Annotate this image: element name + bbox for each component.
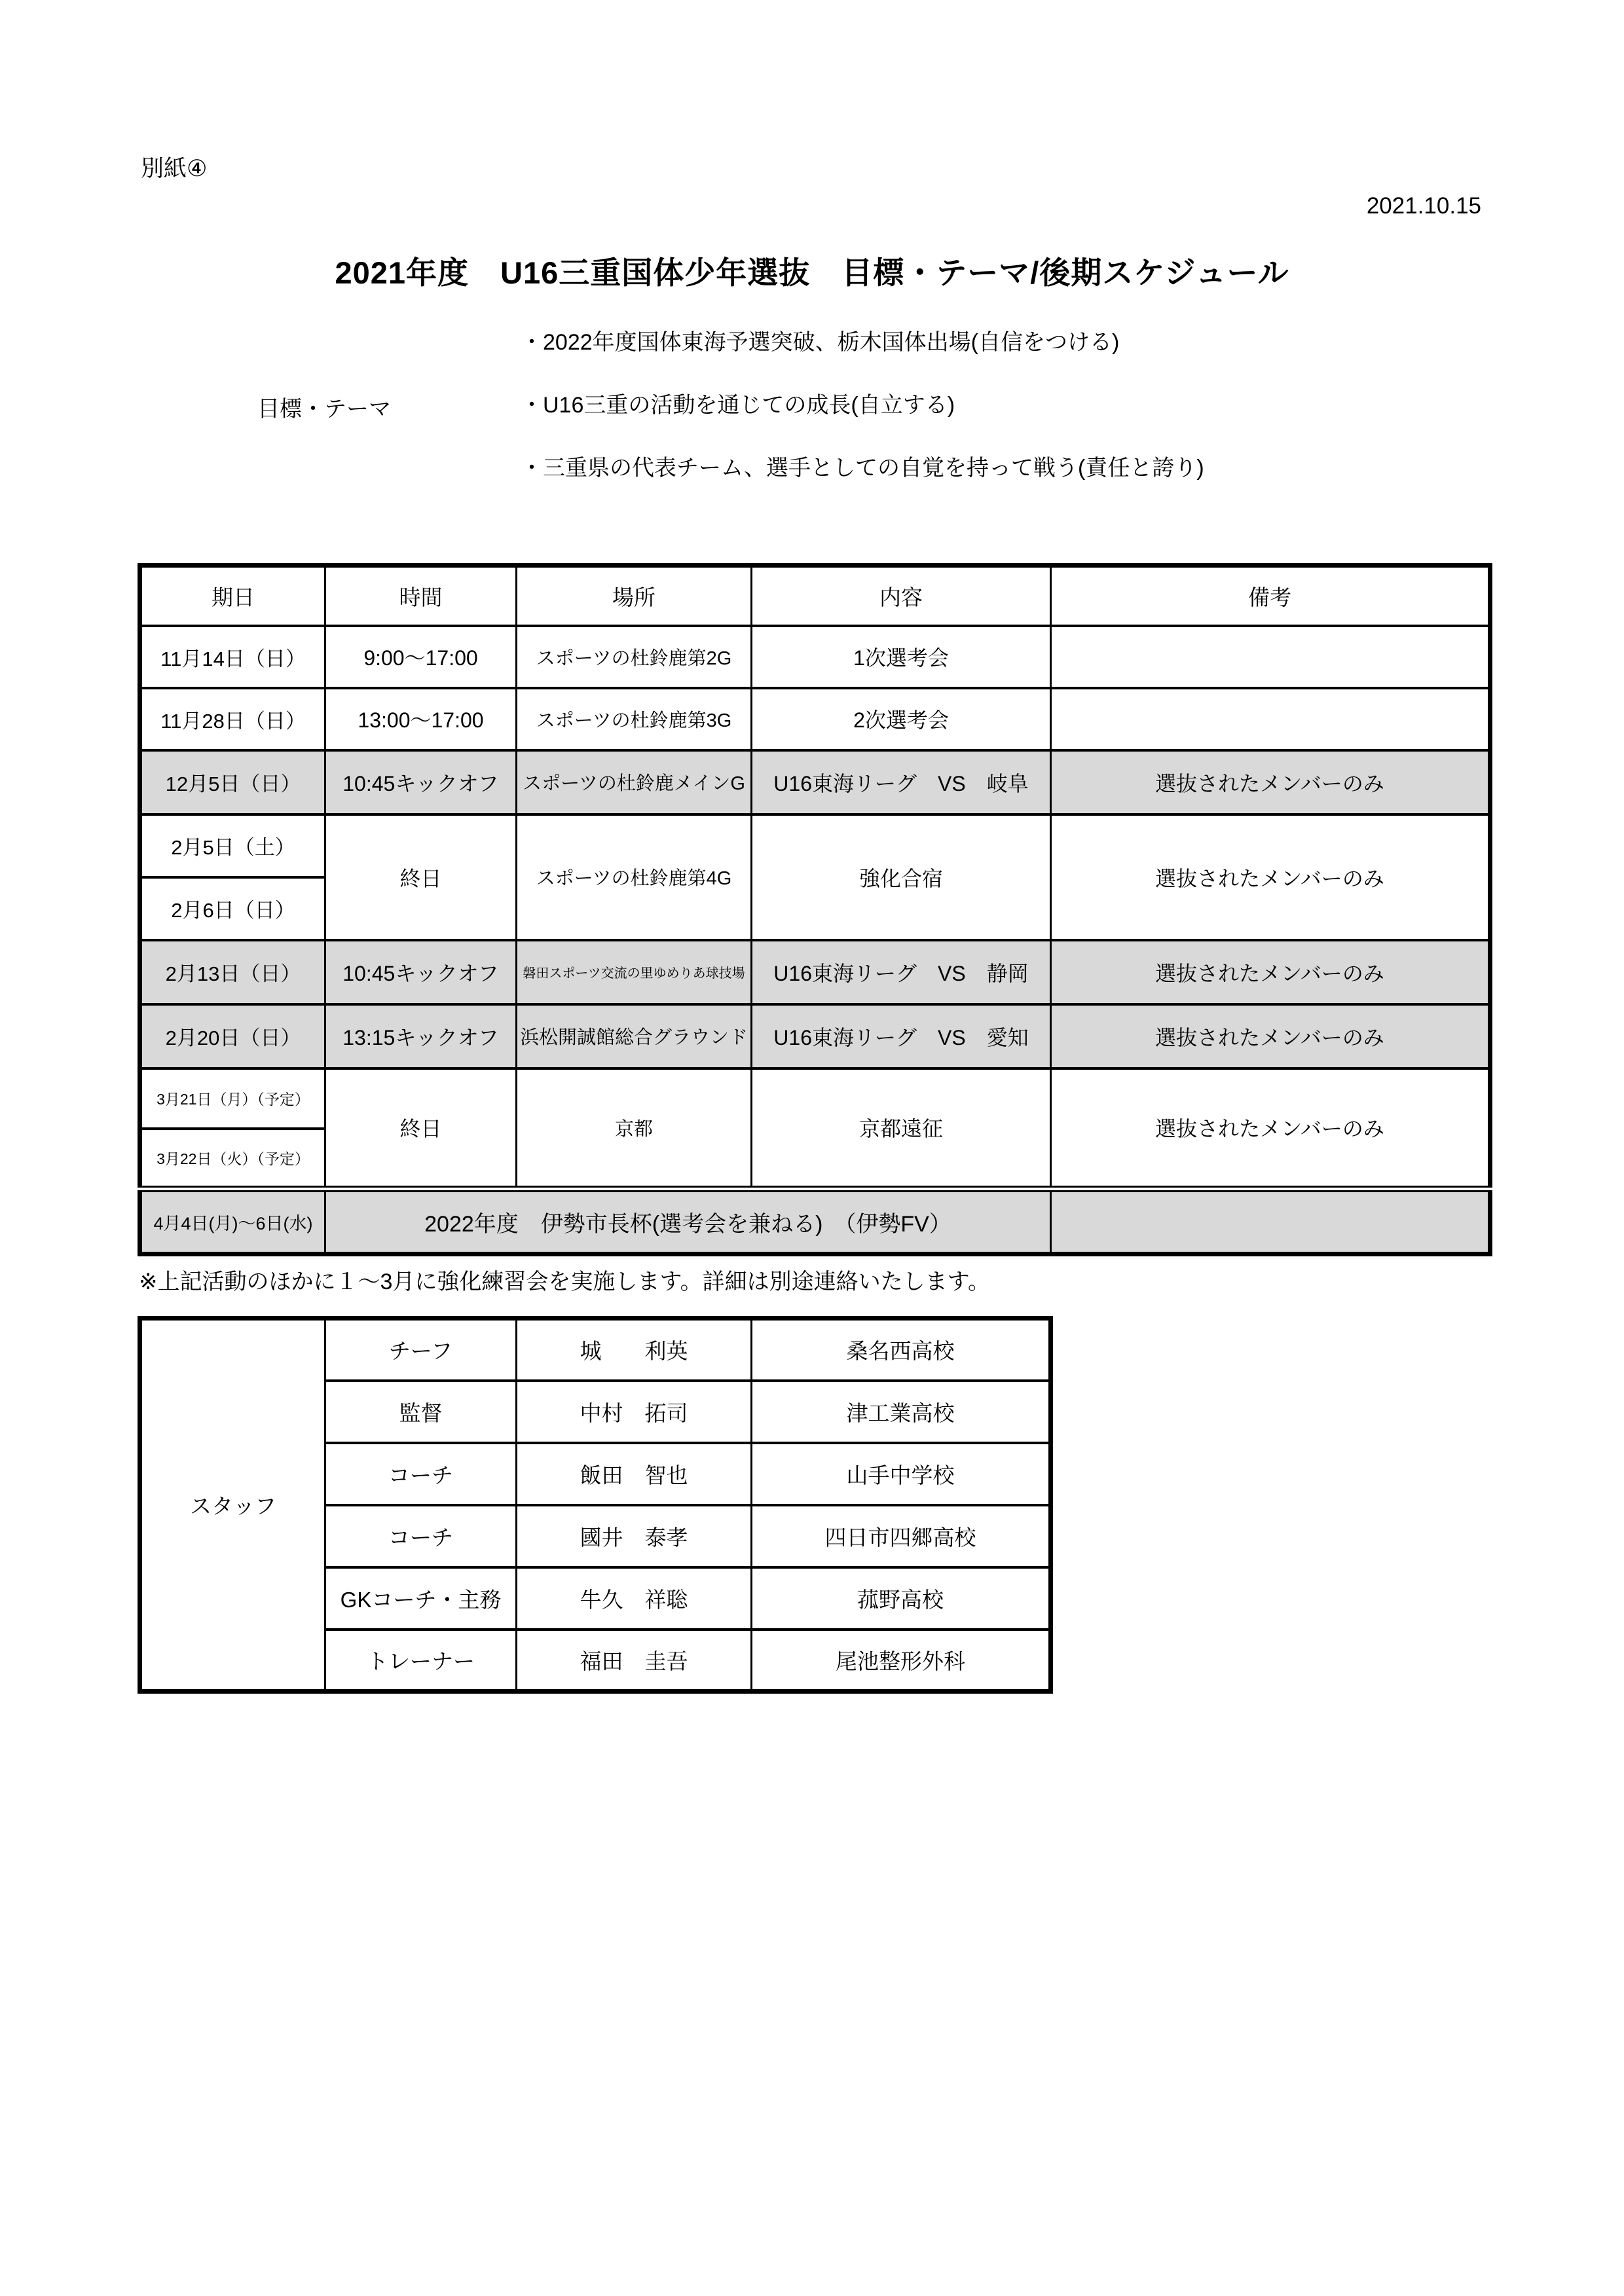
schedule-row-league-gifu [140, 750, 1490, 814]
header-content: 内容 [752, 566, 1051, 626]
date-cell: 11月14日（日） [140, 626, 325, 688]
name-cell: 牛久 祥聡 [517, 1567, 752, 1630]
schedule-table [138, 563, 1492, 1256]
time-cell: 終日 [325, 814, 517, 940]
content-cell: U16東海リーグ VS 静岡 [752, 940, 1051, 1004]
note-cell [1051, 688, 1490, 750]
time-cell: 終日 [325, 1068, 517, 1189]
school-cell: 山手中学校 [752, 1443, 1051, 1505]
note-cell: 選抜されたメンバーのみ [1051, 814, 1490, 940]
note-cell: 選抜されたメンバーのみ [1051, 940, 1490, 1004]
time-cell: 13:00～17:00 [325, 688, 517, 750]
attachment-label: 別紙④ [141, 156, 208, 181]
date-cell: 2月6日（日） [140, 877, 325, 940]
schedule-row-kyoto-day1 [140, 1068, 1490, 1129]
goal-item: ・2022年度国体東海予選突破、栃木国体出場(自信をつける) [521, 330, 1120, 355]
staff-row-chief [140, 1319, 1051, 1381]
date-cell: 11月28日（日） [140, 688, 325, 750]
event-cell: 2022年度 伊勢市長杯(選考会を兼ねる) （伊勢FV） [325, 1189, 1051, 1254]
document-title: 2021年度 U16三重国体少年選抜 目標・テーマ/後期スケジュール [335, 255, 1289, 290]
schedule-row-selection1 [140, 626, 1490, 688]
school-cell: 四日市四郷高校 [752, 1505, 1051, 1567]
role-cell: チーフ [325, 1319, 517, 1381]
note-cell [1051, 626, 1490, 688]
school-cell: 津工業高校 [752, 1381, 1051, 1443]
header-date: 期日 [140, 566, 325, 626]
place-cell: 磐田スポーツ交流の里ゆめりあ球技場 [517, 940, 752, 1004]
content-cell: U16東海リーグ VS 愛知 [752, 1004, 1051, 1068]
name-cell: 國井 泰孝 [517, 1505, 752, 1567]
goals-theme-label: 目標・テーマ [257, 397, 391, 422]
date-cell: 4月4日(月)～6日(水) [140, 1189, 325, 1254]
date-cell: 3月21日（月）（予定） [140, 1068, 325, 1129]
school-cell: 桑名西高校 [752, 1319, 1051, 1381]
time-cell: 10:45キックオフ [325, 750, 517, 814]
time-cell: 9:00～17:00 [325, 626, 517, 688]
staff-label-cell: スタッフ [140, 1319, 325, 1692]
schedule-header-row [140, 566, 1490, 626]
name-cell: 中村 拓司 [517, 1381, 752, 1443]
header-time: 時間 [325, 566, 517, 626]
schedule-row-league-shizuoka [140, 940, 1490, 1004]
goals-list [521, 327, 1204, 516]
name-cell: 城 利英 [517, 1319, 752, 1381]
date-cell: 3月22日（火）（予定） [140, 1129, 325, 1189]
school-cell: 尾池整形外科 [752, 1630, 1051, 1692]
name-cell: 福田 圭吾 [517, 1630, 752, 1692]
schedule-row-ise-cup [140, 1189, 1490, 1254]
footnote: ※上記活動のほかに１～3月に強化練習会を実施します。詳細は別途連絡いたします。 [139, 1269, 990, 1294]
note-cell: 選抜されたメンバーのみ [1051, 750, 1490, 814]
role-cell: コーチ [325, 1505, 517, 1567]
schedule-row-selection2 [140, 688, 1490, 750]
header-place: 場所 [517, 566, 752, 626]
place-cell: 京都 [517, 1068, 752, 1189]
place-cell: スポーツの杜鈴鹿メインG [517, 750, 752, 814]
content-cell: 京都遠征 [752, 1068, 1051, 1189]
school-cell: 菰野高校 [752, 1567, 1051, 1630]
place-cell: スポーツの杜鈴鹿第4G [517, 814, 752, 940]
note-cell: 選抜されたメンバーのみ [1051, 1068, 1490, 1189]
role-cell: 監督 [325, 1381, 517, 1443]
role-cell: コーチ [325, 1443, 517, 1505]
document-date: 2021.10.15 [1366, 193, 1481, 219]
time-cell: 10:45キックオフ [325, 940, 517, 1004]
name-cell: 飯田 智也 [517, 1443, 752, 1505]
content-cell: U16東海リーグ VS 岐阜 [752, 750, 1051, 814]
goal-item: ・U16三重の活動を通じての成長(自立する) [521, 393, 955, 418]
time-cell: 13:15キックオフ [325, 1004, 517, 1068]
schedule-row-camp-day1 [140, 814, 1490, 877]
date-cell: 2月13日（日） [140, 940, 325, 1004]
note-cell: 選抜されたメンバーのみ [1051, 1004, 1490, 1068]
goal-item: ・三重県の代表チーム、選手としての自覚を持って戦う(責任と誇り) [521, 456, 1204, 481]
place-cell: 浜松開誠館総合グラウンド [517, 1004, 752, 1068]
date-cell: 2月5日（土） [140, 814, 325, 877]
note-cell [1051, 1189, 1490, 1254]
staff-table [138, 1316, 1053, 1694]
place-cell: スポーツの杜鈴鹿第2G [517, 626, 752, 688]
content-cell: 1次選考会 [752, 626, 1051, 688]
role-cell: GKコーチ・主務 [325, 1567, 517, 1630]
content-cell: 2次選考会 [752, 688, 1051, 750]
header-note: 備考 [1051, 566, 1490, 626]
date-cell: 2月20日（日） [140, 1004, 325, 1068]
role-cell: トレーナー [325, 1630, 517, 1692]
place-cell: スポーツの杜鈴鹿第3G [517, 688, 752, 750]
date-cell: 12月5日（日） [140, 750, 325, 814]
content-cell: 強化合宿 [752, 814, 1051, 940]
schedule-row-league-aichi [140, 1004, 1490, 1068]
